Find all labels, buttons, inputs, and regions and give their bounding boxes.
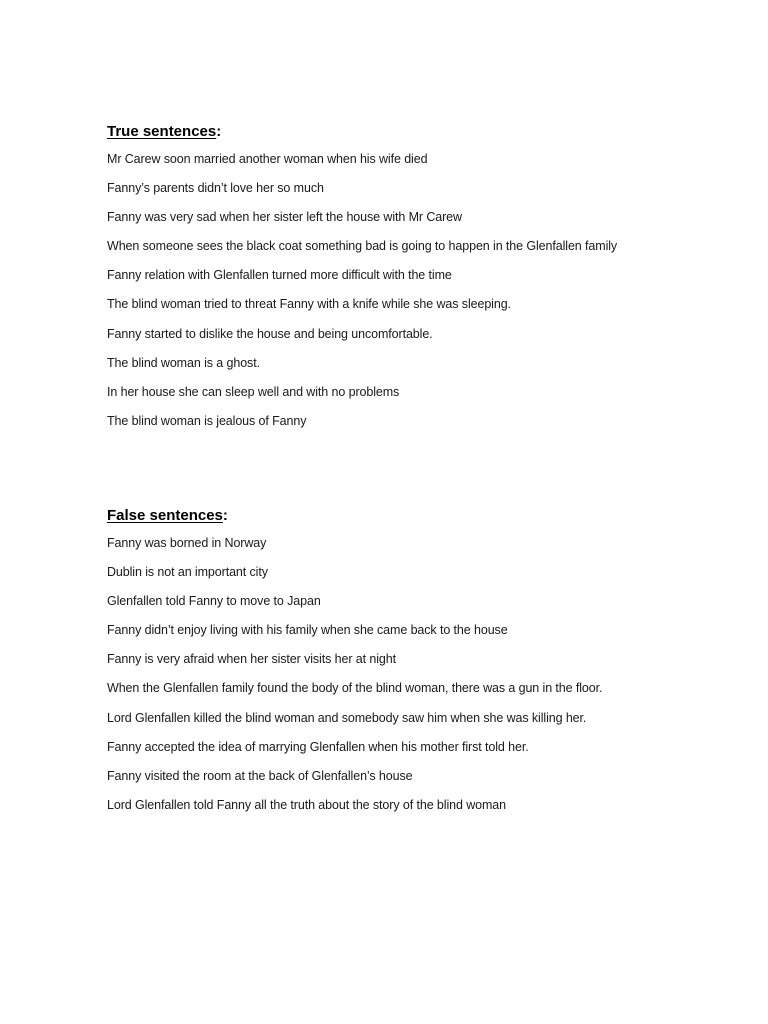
true-sentences-section <box>107 122 727 442</box>
false-sentences-heading <box>107 506 727 526</box>
true-sentence: When someone sees the black coat something bad is going to happen in the Glenfallen family <box>107 239 618 254</box>
false-sentence: Fanny is very afraid when her sister visits her at night <box>107 652 396 667</box>
false-sentences-list <box>107 535 727 813</box>
false-sentence: Lord Glenfallen told Fanny all the truth about the story of the blind woman <box>107 797 506 812</box>
true-sentences-heading-colon: : <box>216 123 222 140</box>
true-sentences-heading <box>107 122 727 142</box>
false-sentence: Fanny accepted the idea of marrying Glenfallen when his mother first told her. <box>107 739 529 754</box>
false-sentence: Fanny didn’t enjoy living with his family when she came back to the house <box>107 623 508 638</box>
false-sentence: Fanny visited the room at the back of Glenfallen’s house <box>107 768 413 783</box>
true-sentence: Mr Carew soon married another woman when his wife died <box>107 152 428 166</box>
false-sentence: Fanny was borned in Norway <box>107 536 267 550</box>
true-sentence: The blind woman is jealous of Fanny <box>107 413 307 428</box>
true-sentence: The blind woman is a ghost. <box>107 355 260 370</box>
false-sentences-heading-text: False sentences <box>107 507 223 524</box>
true-sentences-list <box>107 151 727 429</box>
true-sentence: In her house she can sleep well and with no problems <box>107 384 400 399</box>
false-sentence: Lord Glenfallen killed the blind woman and somebody saw him when she was killing her. <box>107 710 587 725</box>
true-sentences-heading-text: True sentences <box>107 123 217 140</box>
false-sentence: Dublin is not an important city <box>107 565 268 580</box>
false-sentences-section <box>107 506 727 826</box>
true-sentence: Fanny’s parents didn’t love her so much <box>107 181 324 196</box>
false-sentence: When the Glenfallen family found the body of the blind woman, there was a gun in the floor. <box>107 681 603 696</box>
true-sentence: The blind woman tried to threat Fanny with a knife while she was sleeping. <box>107 297 511 312</box>
true-sentence: Fanny was very sad when her sister left the house with Mr Carew <box>107 210 462 225</box>
true-sentence: Fanny started to dislike the house and being uncomfortable. <box>107 326 433 341</box>
true-sentence: Fanny relation with Glenfallen turned more difficult with the time <box>107 268 452 283</box>
false-sentences-heading-colon: : <box>222 507 228 524</box>
false-sentence: Glenfallen told Fanny to move to Japan <box>107 594 321 609</box>
